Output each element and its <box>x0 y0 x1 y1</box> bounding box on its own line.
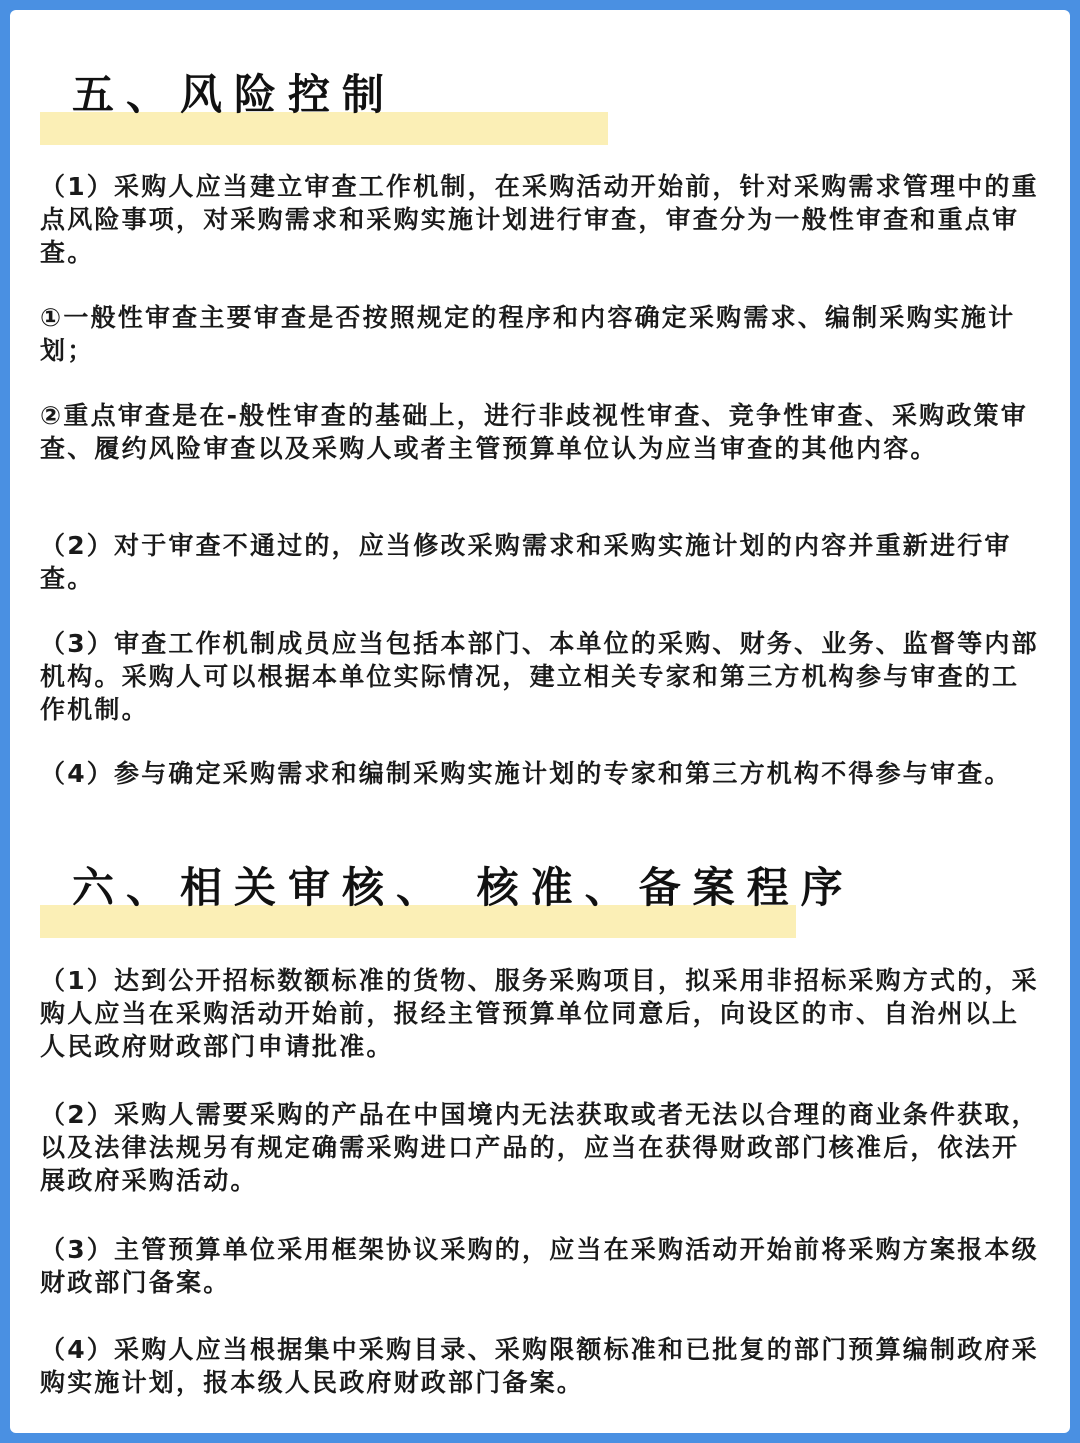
section6-paragraph-1: （1）达到公开招标数额标准的货物、服务采购项目，拟采用非招标采购方式的，采购人应当在采购活动开始前，报经主管预算单位同意后，向设区的市、自治州以上人民政府财政部门申请批准。 <box>40 966 1039 1061</box>
section5-paragraph-2: ①一般性审查主要审查是否按照规定的程序和内容确定采购需求、编制采购实施计划； <box>40 303 1016 365</box>
section5-paragraph-3: ②重点审查是在-般性审查的基础上，进行非歧视性审查、竞争性审查、采购政策审查、履约风险审查以及采购人或者主管预算单位认为应当审查的其他内容。 <box>40 401 1028 463</box>
section5-title: 五、风险控制 <box>72 70 397 119</box>
section5-paragraph-1: （1）采购人应当建立审查工作机制，在采购活动开始前，针对采购需求管理中的重点风险事项，对采购需求和采购实施计划进行审查，审查分为一般性审查和重点审查。 <box>40 172 1039 267</box>
section6-heading <box>40 858 855 938</box>
section6-paragraph-2: （2）采购人需要采购的产品在中国境内无法获取或者无法以合理的商业条件获取，以及法律法规另有规定确需采购进口产品的，应当在获得财政部门核准后，依法开展政府采购活动。 <box>40 1100 1039 1195</box>
section6-paragraph-3: （3）主管预算单位采用框架协议采购的，应当在采购活动开始前将采购方案报本级财政部门备案。 <box>40 1235 1039 1297</box>
section5-paragraph-5: （3）审查工作机制成员应当包括本部门、本单位的采购、财务、业务、监督等内部机构。采购人可以根据本单位实际情况，建立相关专家和第三方机构参与审查的工作机制。 <box>40 629 1039 724</box>
document-card <box>10 10 1070 1433</box>
section6-title: 六、相关审核、 核准、备案程序 <box>72 863 855 912</box>
section6-paragraph-4: （4）采购人应当根据集中采购目录、采购限额标准和已批复的部门预算编制政府采购实施计划，报本级人民政府财政部门备案。 <box>40 1335 1039 1397</box>
section5-heading <box>40 65 610 145</box>
section5-paragraph-4: （2）对于审查不通过的，应当修改采购需求和采购实施计划的内容并重新进行审查。 <box>40 531 1012 593</box>
section5-paragraph-6: （4）参与确定采购需求和编制采购实施计划的专家和第三方机构不得参与审查。 <box>40 759 1012 788</box>
